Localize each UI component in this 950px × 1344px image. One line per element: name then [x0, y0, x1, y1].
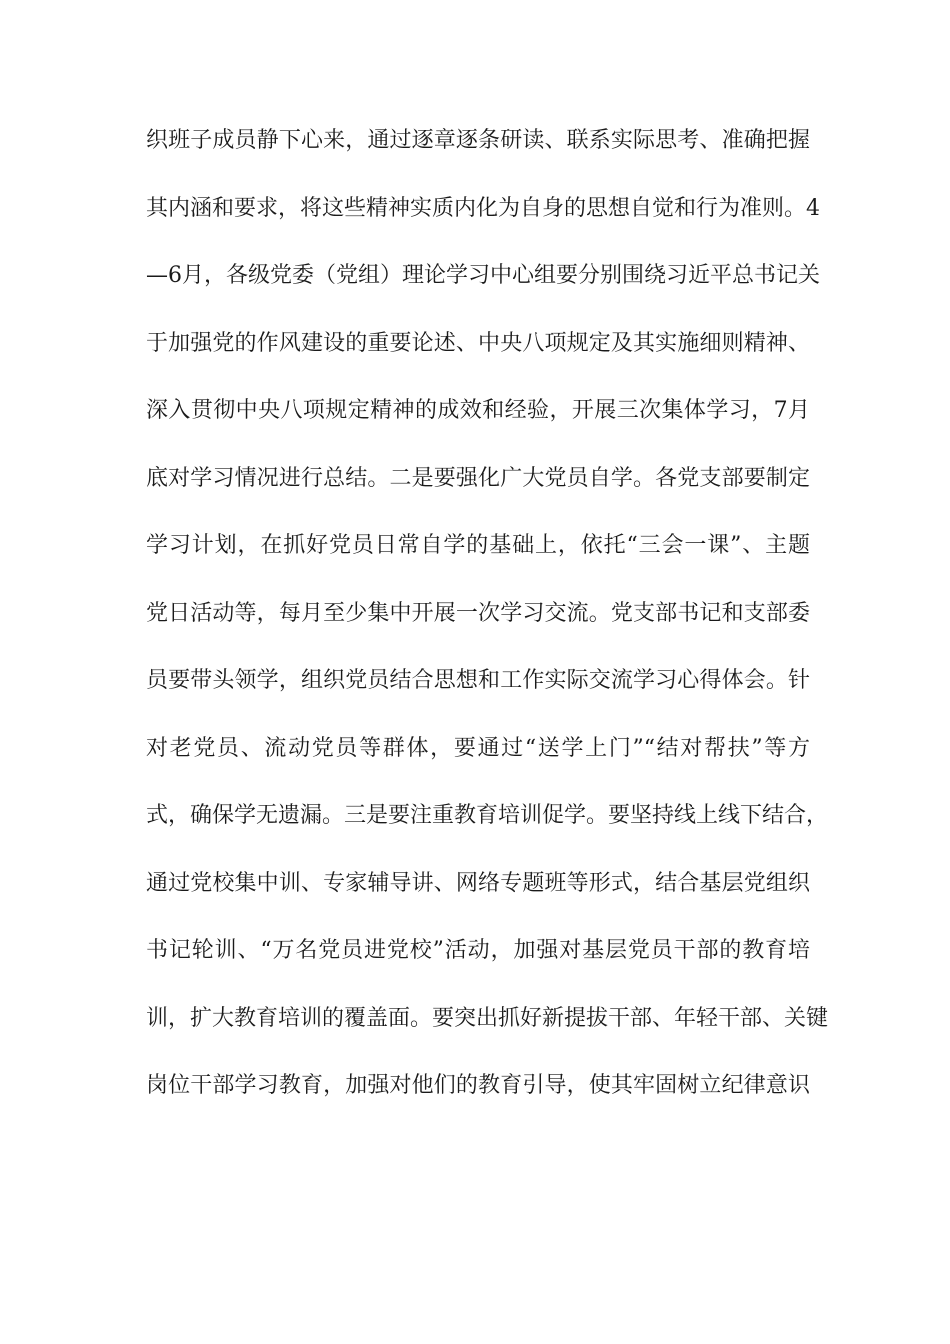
text-line-1: 织班子成员静下心来，通过逐章逐条研读、联系实际思考、准确把握 — [146, 128, 810, 153]
text-line-2: 其内涵和要求，将这些精神实质内化为自身的思想自觉和行为准则。4 — [146, 195, 820, 221]
text-line-8: 党日活动等，每月至少集中开展一次学习交流。党支部书记和支部委 — [146, 600, 810, 626]
text-line-14: 训，扩大教育培训的覆盖面。要突出抓好新提拔干部、年轻干部、关键 — [146, 1005, 829, 1031]
text-line-7: 学习计划，在抓好党员日常自学的基础上，依托“三会一课”、主题 — [146, 533, 810, 558]
text-line-4: 于加强党的作风建设的重要论述、中央八项规定及其实施细则精神、 — [146, 330, 810, 356]
text-line-5: 深入贯彻中央八项规定精神的成效和经验，开展三次集体学习，7月 — [146, 398, 810, 423]
text-line-12: 通过党校集中训、专家辅导讲、网络专题班等形式，结合基层党组织 — [146, 870, 810, 896]
text-line-11: 式，确保学无遗漏。三是要注重教育培训促学。要坚持线上线下结合， — [146, 803, 829, 828]
text-line-13: 书记轮训、“万名党员进党校”活动，加强对基层党员干部的教育培 — [146, 938, 810, 963]
text-line-3: —6月，各级党委（党组）理论学习中心组要分别围绕习近平总书记关 — [146, 263, 820, 288]
body-text — [146, 122, 829, 1135]
text-line-15: 岗位干部学习教育，加强对他们的教育引导，使其牢固树立纪律意识 — [146, 1073, 810, 1098]
text-line-9: 员要带头领学，组织党员结合思想和工作实际交流学习心得体会。针 — [146, 668, 810, 693]
text-line-10: 对老党员、流动党员等群体，要通过“送学上门”“结对帮扶”等方 — [146, 735, 810, 761]
text-line-6: 底对学习情况进行总结。二是要强化广大党员自学。各党支部要制定 — [146, 465, 810, 491]
